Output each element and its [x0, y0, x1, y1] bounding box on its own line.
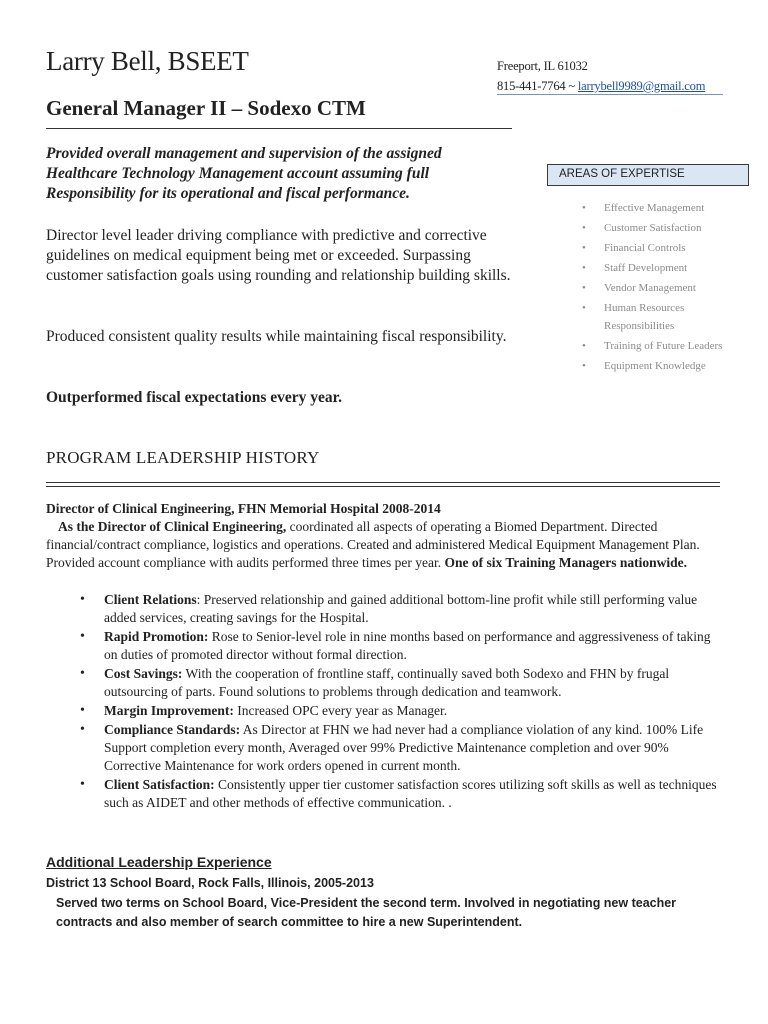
location-text: Freeport, IL 61032 — [497, 59, 588, 73]
additional-org: District 13 School Board, Rock Falls, Illinois, 2005-2013 — [46, 876, 374, 890]
achievement-text: Increased OPC every year as Manager. — [237, 703, 448, 718]
achievement-text: Rose to Senior-level role in nine months based on performance and aggressiveness of taking on duties of promoted director without formal direction. — [104, 629, 711, 662]
job-desc-lead: As the Director of Clinical Engineering, — [58, 519, 287, 534]
expertise-item: • Effective Management — [580, 199, 740, 217]
history-heading: PROGRAM LEADERSHIP HISTORY — [46, 448, 320, 467]
achievement-item — [76, 721, 726, 775]
achievement-text: With the cooperation of frontline staff, continually saved both Sodexo and FHN by frugal outsourcing of parts. Found solutions to problems through dedication and teamwork. — [104, 666, 670, 699]
achievement-label: Client Relations — [104, 592, 197, 607]
achievement-sep: : — [196, 592, 204, 607]
expertise-item: • Equipment Knowledge — [580, 357, 740, 375]
expertise-item: • Human Resources Responsibilities — [580, 299, 740, 335]
achievement-list — [76, 591, 726, 813]
email-link[interactable]: larrybell9989@gmail.com — [577, 79, 706, 93]
summary-highlight: Outperformed fiscal expectations every year. — [46, 389, 342, 406]
title-divider — [46, 128, 512, 129]
achievement-label: Margin Improvement: — [104, 703, 234, 718]
achievement-item — [76, 591, 726, 627]
contact-info — [497, 56, 705, 96]
achievement-label: Compliance Standards: — [104, 722, 241, 737]
expertise-item: • Customer Satisfaction — [580, 219, 740, 237]
job-desc-tail: One of six Training Managers nationwide. — [444, 555, 688, 570]
job-heading: Director of Clinical Engineering, FHN Memorial Hospital 2008-2014 — [46, 501, 441, 516]
candidate-name: Larry Bell, BSEET — [46, 46, 249, 76]
current-title: General Manager II – Sodexo CTM — [46, 96, 366, 120]
additional-description: Served two terms on School Board, Vice-President the second term. Involved in negotiating new teacher contracts and also member of search committee to hire a new Superintendent. — [56, 896, 677, 929]
expertise-item: • Training of Future Leaders — [580, 337, 740, 355]
phone-email-line — [497, 76, 705, 96]
expertise-item: • Staff Development — [580, 259, 740, 277]
achievement-item — [76, 702, 726, 720]
history-divider — [46, 482, 720, 487]
job-description — [46, 518, 728, 572]
achievement-text: As Director at FHN we had never had a compliance violation of any kind. 100% Life Support completion every month, Averaged over 99% Predictive Maintenance completion and over 90% Corrective Maintenance for work orders opened in current month. — [104, 722, 704, 773]
summary-paragraph-1: Director level leader driving compliance with predictive and corrective guidelines on medical equipment being met or exceeded. Surpassing customer satisfaction goals using rounding and relationship building skills. — [46, 227, 511, 284]
achievement-label: Client Satisfaction: — [104, 777, 215, 792]
achievement-item — [76, 665, 726, 701]
expertise-item: • Vendor Management — [580, 279, 740, 297]
additional-heading: Additional Leadership Experience — [46, 854, 272, 870]
phone-text: 815-441-7764 — [497, 79, 566, 93]
achievement-label: Cost Savings: — [104, 666, 183, 681]
phone-separator: ~ — [565, 79, 578, 93]
summary-paragraph-2: Produced consistent quality results while maintaining fiscal responsibility. — [46, 328, 507, 345]
achievement-text: Consistently upper tier customer satisfaction scores utilizing soft skills as well as techniques such as AIDET and other methods of effective communication. . — [104, 777, 717, 810]
achievement-item — [76, 628, 726, 664]
achievement-text: Preserved relationship and gained additional bottom-line profit while still performing value added services, creating savings for the Hospital. — [104, 592, 698, 625]
achievement-label: Rapid Promotion: — [104, 629, 209, 644]
expertise-heading: AREAS OF EXPERTISE — [547, 164, 749, 186]
contact-underline — [497, 94, 723, 95]
job-desc-body: coordinated all aspects of operating a Biomed Department. Directed financial/contract compliance, logistics and operations. Created and administered Medical Equipment Management Plan. Provided account compliance with audits performed three times per year. — [46, 519, 700, 570]
achievement-item — [76, 776, 726, 812]
summary-statement: Provided overall management and supervision of the assigned Healthcare Technology Management account assuming full Responsibility for its operational and fiscal performance. — [46, 145, 442, 202]
expertise-list — [580, 199, 740, 377]
expertise-item: • Financial Controls — [580, 239, 740, 257]
